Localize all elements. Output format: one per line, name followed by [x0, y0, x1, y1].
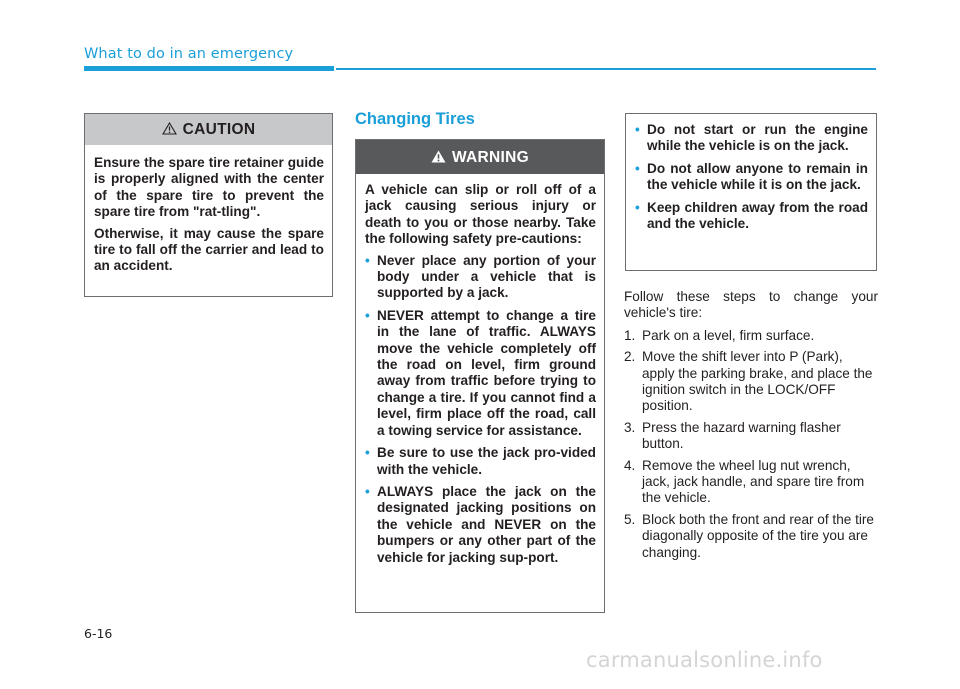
step-text: Park on a level, firm surface. [642, 327, 815, 343]
bullet-dot-icon: • [635, 199, 640, 215]
caution-triangle-icon [162, 115, 177, 147]
bullet-dot-icon: • [365, 483, 370, 499]
warning-intro: A vehicle can slip or roll off of a jack causing serious injury or death to you or those nearby. Take the following safety pre-cautions: [365, 182, 596, 247]
procedure-step [624, 458, 878, 507]
caution-header [85, 114, 332, 145]
procedure-step [624, 328, 878, 344]
procedure-step [624, 420, 878, 453]
caution-title: CAUTION [182, 121, 256, 138]
section-title: Changing Tires [355, 110, 475, 128]
caution-body [85, 145, 332, 275]
warning-continued-list [635, 122, 868, 232]
step-text: Block both the front and rear of the tire diagonally opposite of the tire you are changing. [642, 511, 874, 560]
step-number: 3. [624, 419, 636, 435]
warning-body [356, 174, 604, 566]
section-header-title: What to do in an emergency [84, 46, 294, 62]
procedure-step [624, 349, 878, 415]
warning-bullet [635, 200, 868, 233]
warning-bullet-text: Do not allow anyone to remain in the vehicle while it is on the jack. [647, 160, 868, 193]
warning-bullet-text: Never place any portion of your body under a vehicle that is supported by a jack. [377, 252, 596, 301]
warning-bullet-list [365, 253, 596, 566]
procedure-intro: Follow these steps to change your vehicle's tire: [624, 289, 878, 321]
warning-bullet [365, 484, 596, 566]
warning-bullet-text: Be sure to use the jack pro-vided with the vehicle. [377, 445, 596, 477]
warning-bullet [365, 445, 596, 478]
warning-bullet [635, 122, 868, 155]
step-text: Remove the wheel lug nut wrench, jack, jack handle, and spare tire from the vehicle. [642, 457, 865, 506]
header-rule-thick [84, 66, 334, 71]
warning-bullet-text: NEVER attempt to change a tire in the lane of traffic. ALWAYS move the vehicle completely off the road on level, firm ground away from traffic before trying to change a tire. If you cannot find a level, firm place off the road, call a towing service for assistance. [377, 307, 596, 438]
warning-header [356, 140, 604, 174]
page-number: 6-16 [84, 626, 113, 641]
warning-bullet [365, 308, 596, 439]
caution-box [84, 113, 333, 297]
warning-bullet [635, 161, 868, 194]
bullet-dot-icon: • [635, 122, 640, 137]
warning-triangle-icon [431, 141, 446, 176]
warning-title: WARNING [451, 149, 529, 166]
step-text: Move the shift lever into P (Park), apply the parking brake, and place the ignition switch in the LOCK/OFF position. [642, 349, 873, 414]
warning-box [355, 139, 605, 613]
step-number: 4. [624, 457, 636, 473]
procedure-step [624, 512, 878, 561]
warning-continued-box [625, 113, 877, 271]
caution-paragraph: Ensure the spare tire retainer guide is properly aligned with the center of the spare tire to prevent the spare tire from "rat-tling". [94, 155, 324, 220]
warning-bullet-text: Do not start or run the engine while the vehicle is on the jack. [647, 122, 868, 154]
watermark: carmanualsonline.info [586, 648, 823, 672]
bullet-dot-icon: • [365, 252, 370, 268]
bullet-dot-icon: • [365, 307, 370, 323]
header-rule-thin [336, 68, 876, 70]
bullet-dot-icon: • [635, 160, 640, 176]
warning-continued-body [626, 114, 876, 232]
warning-bullet [365, 253, 596, 302]
caution-paragraph: Otherwise, it may cause the spare tire to fall off the carrier and lead to an accident. [94, 225, 324, 274]
procedure-steps [624, 328, 878, 561]
warning-bullet-text: ALWAYS place the jack on the designated jacking positions on the vehicle and NEVER on the bumpers or any other part of the vehicle for jacking sup-port. [377, 483, 596, 565]
step-text: Press the hazard warning flasher button. [642, 419, 841, 452]
bullet-dot-icon: • [365, 445, 370, 461]
procedure-section [624, 289, 878, 566]
step-number: 5. [624, 511, 636, 527]
warning-bullet-text: Keep children away from the road and the vehicle. [647, 199, 868, 232]
step-number: 2. [624, 349, 636, 365]
step-number: 1. [624, 327, 636, 343]
